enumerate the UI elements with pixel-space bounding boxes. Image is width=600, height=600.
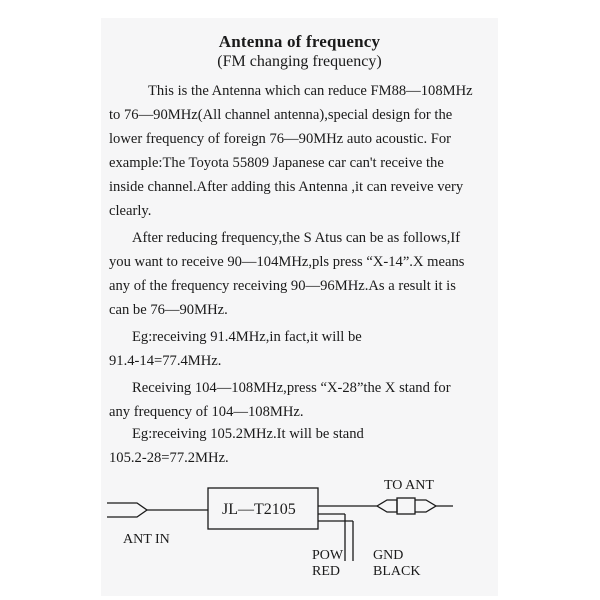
text-line: 105.2-28=77.2MHz. (109, 450, 229, 466)
text-line: 91.4-14=77.4MHz. (109, 353, 222, 369)
ant-in-label: ANT IN (123, 532, 170, 547)
text-line: clearly. (109, 203, 152, 219)
to-ant-connector-left (377, 500, 397, 512)
wiring-diagram (101, 458, 498, 596)
to-ant-connector-right (415, 500, 436, 512)
text-line: example:The Toyota 55809 Japanese car can't receive the (109, 155, 444, 171)
ant-in-connector (107, 503, 147, 517)
gnd-label: GND (373, 548, 404, 563)
text-line: to 76—90MHz(All channel antenna),special design for the (109, 107, 453, 123)
text-line: inside channel.After adding this Antenna ,it can reveive very (109, 179, 464, 195)
text-line: This is the Antenna which can reduce FM88—108MHz (148, 83, 473, 99)
instruction-card (101, 18, 498, 596)
text-line: Receiving 104—108MHz,press “X-28”the X stand for (132, 380, 451, 396)
black-label: BLACK (373, 564, 421, 579)
pow-label: POW (312, 548, 344, 563)
device-label: JL—T2105 (222, 501, 296, 518)
document-subtitle: (FM changing frequency) (217, 53, 382, 70)
wiring-diagram-svg (101, 458, 498, 596)
red-label: RED (312, 564, 340, 579)
to-ant-label: TO ANT (384, 478, 434, 493)
text-line: you want to receive 90—104MHz,pls press “X-14”.X means (109, 254, 465, 270)
text-line: any frequency of 104—108MHz. (109, 404, 304, 420)
text-line: lower frequency of foreign 76—90MHz auto acoustic. For (109, 131, 452, 147)
text-line: can be 76—90MHz. (109, 302, 228, 318)
text-line: any of the frequency receiving 90—96MHz.As a result it is (109, 278, 456, 294)
text-line: After reducing frequency,the S Atus can be as follows,If (132, 230, 461, 246)
text-line: Eg:receiving 105.2MHz.It will be stand (132, 426, 364, 442)
text-line: Eg:receiving 91.4MHz,in fact,it will be (132, 329, 362, 345)
document-title: Antenna of frequency (218, 32, 381, 51)
to-ant-connector-body (397, 498, 415, 514)
